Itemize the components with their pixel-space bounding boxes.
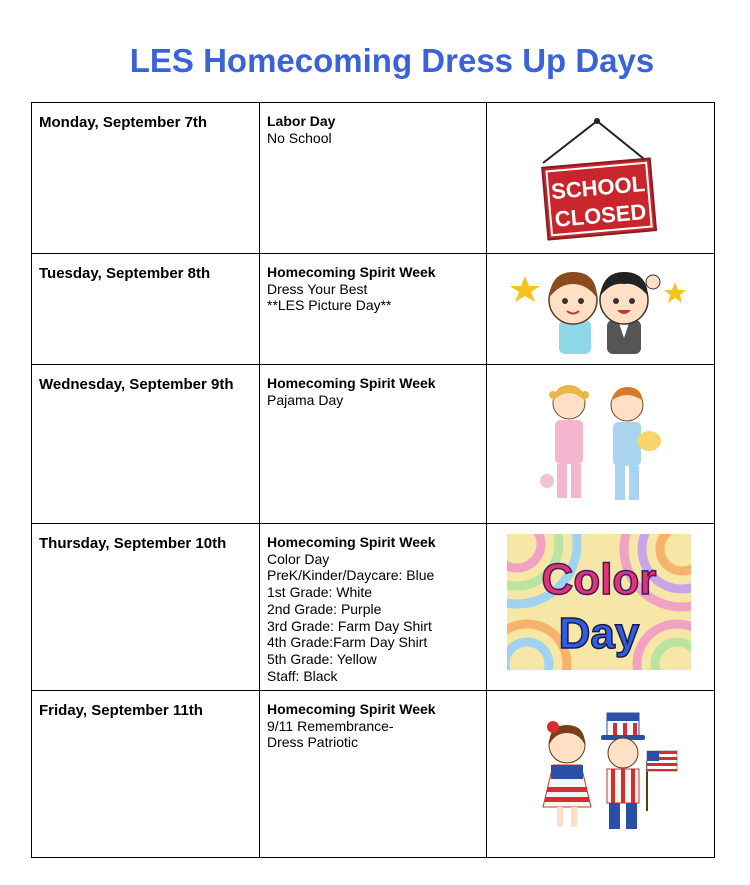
event-line: 5th Grade: Yellow xyxy=(267,650,377,667)
day-label: Monday, September 7th xyxy=(39,114,208,131)
table-row xyxy=(32,365,715,524)
event-heading: Homecoming Spirit Week xyxy=(267,375,436,391)
event-line: Dress Patriotic xyxy=(267,734,359,751)
event-cell xyxy=(260,254,487,365)
event-line: **LES Picture Day** xyxy=(267,297,392,314)
day-label: Wednesday, September 9th xyxy=(39,376,234,393)
event-cell xyxy=(260,524,487,691)
event-line: 9/11 Remembrance- xyxy=(267,717,394,734)
table-row xyxy=(32,524,715,691)
day-cell xyxy=(32,524,260,691)
day-cell xyxy=(32,365,260,524)
image-cell xyxy=(487,254,715,365)
event-line: Color Day xyxy=(267,550,330,567)
table-row xyxy=(32,103,715,254)
svg-text:Color: Color xyxy=(541,555,657,604)
table-row xyxy=(32,691,715,858)
event-line: Staff: Black xyxy=(267,667,338,684)
event-line: Pajama Day xyxy=(267,391,344,408)
event-line: No School xyxy=(267,129,332,146)
day-cell xyxy=(32,691,260,858)
event-line: Dress Your Best xyxy=(267,280,368,297)
schedule-table xyxy=(31,102,715,858)
event-line: 3rd Grade: Farm Day Shirt xyxy=(267,617,432,634)
page-title: LES Homecoming Dress Up Days xyxy=(129,42,655,79)
event-line: PreK/Kinder/Daycare: Blue xyxy=(267,567,435,584)
event-line: 4th Grade:Farm Day Shirt xyxy=(267,634,428,651)
event-line: 1st Grade: White xyxy=(267,584,373,601)
svg-text:Day: Day xyxy=(558,609,640,658)
day-cell xyxy=(32,103,260,254)
day-label: Friday, September 11th xyxy=(39,702,203,719)
event-heading: Homecoming Spirit Week xyxy=(267,534,436,550)
day-label: Tuesday, September 8th xyxy=(39,265,211,282)
event-line: 2nd Grade: Purple xyxy=(267,600,382,617)
event-cell xyxy=(260,365,487,524)
event-cell xyxy=(260,691,487,858)
event-cell xyxy=(260,103,487,254)
svg-text:CLOSED: CLOSED xyxy=(553,198,648,232)
image-cell xyxy=(487,365,715,524)
svg-text:SCHOOL: SCHOOL xyxy=(550,170,647,205)
image-cell xyxy=(487,103,715,254)
event-heading: Homecoming Spirit Week xyxy=(267,264,436,280)
image-cell xyxy=(487,691,715,858)
image-cell xyxy=(487,524,715,691)
event-heading: Homecoming Spirit Week xyxy=(267,701,436,717)
day-cell xyxy=(32,254,260,365)
table-row xyxy=(32,254,715,365)
event-heading: Labor Day xyxy=(267,113,336,129)
day-label: Thursday, September 10th xyxy=(39,535,227,552)
